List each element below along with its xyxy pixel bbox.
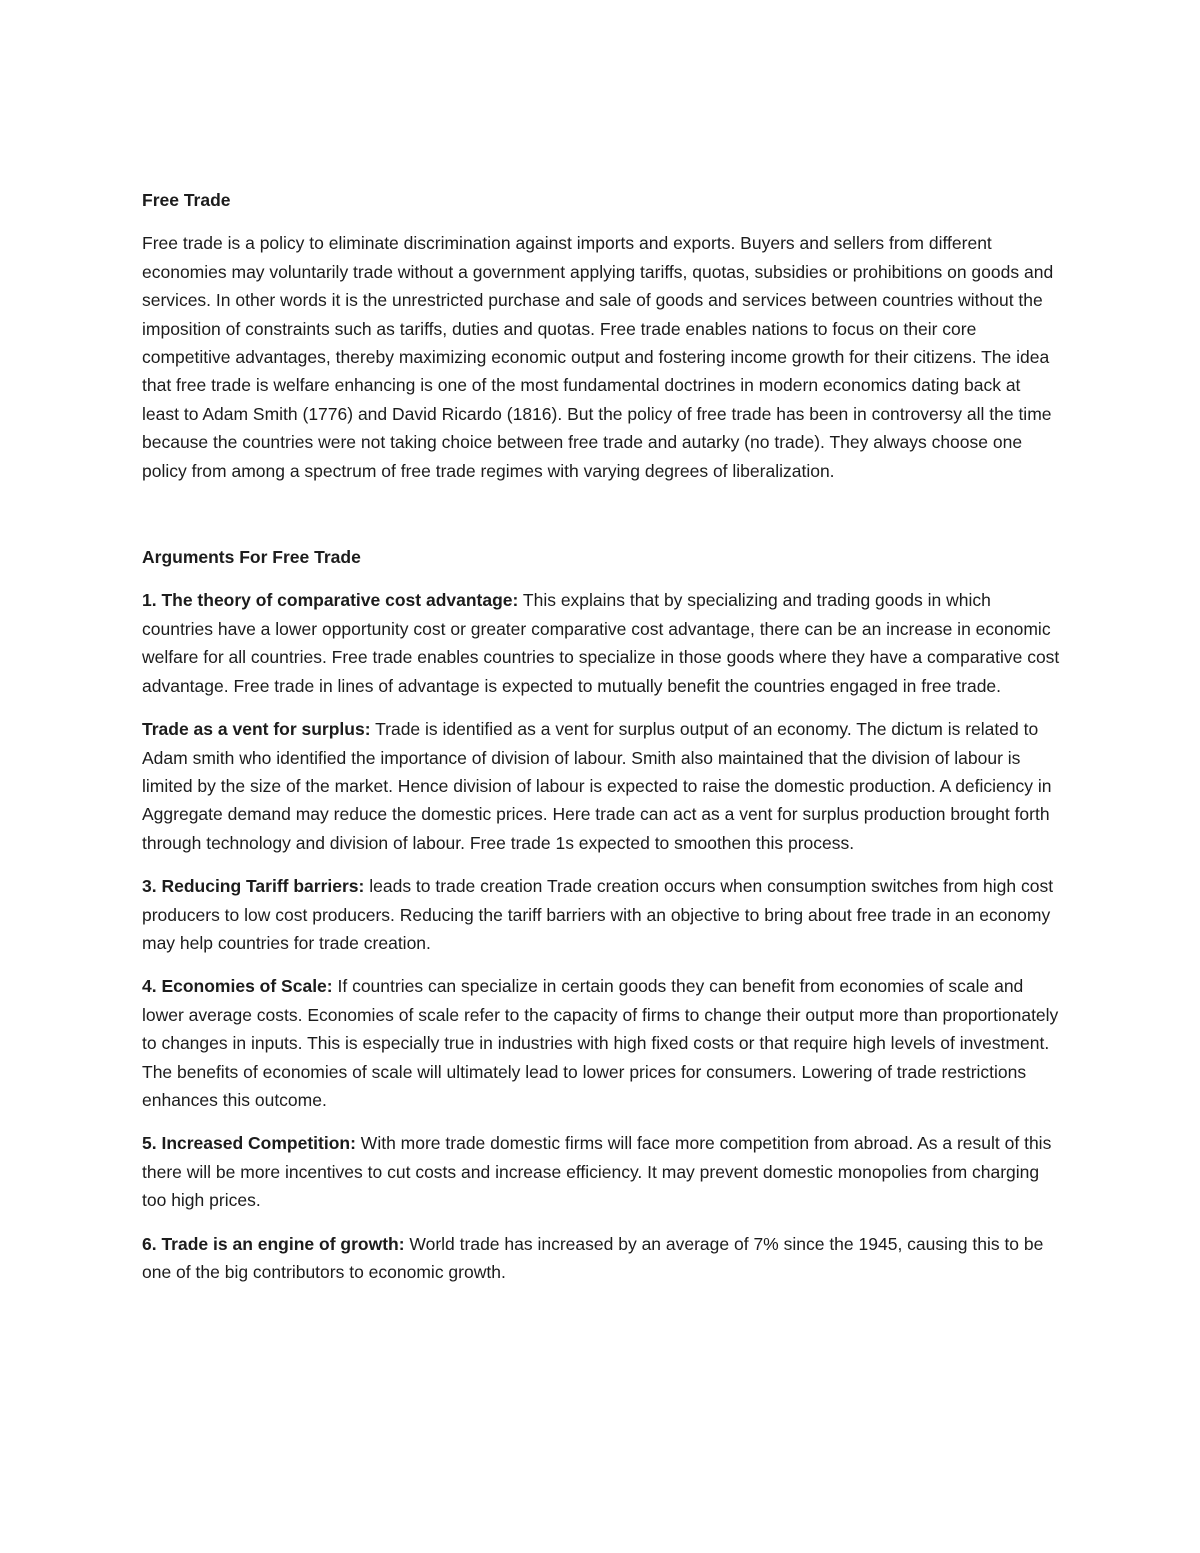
section-title-free-trade: Free Trade (142, 190, 231, 210)
argument-item-comparative-cost (142, 586, 1062, 700)
section-title-arguments: Arguments For Free Trade (142, 547, 361, 568)
argument-text: Trade is identified as a vent for surplus output of an economy. The dictum is related to Adam smith who identified the importance of division of labour. Smith also maintained that the division of labour is limited by the size of the market. Hence division of labour is expected to raise the domestic production. A deficiency in Aggregate demand may reduce the domestic prices. Here trade can act as a vent for surplus production brought forth through technology and division of labour. Free trade 1s expected to smoothen this process. (142, 719, 1052, 853)
argument-item-economies-of-scale (142, 972, 1062, 1114)
argument-lead: 6. Trade is an engine of growth: (142, 1233, 405, 1254)
argument-lead: 5. Increased Competition: (142, 1133, 356, 1154)
argument-lead: Trade as a vent for surplus: (142, 719, 371, 740)
argument-text: leads to trade creation Trade creation occurs when consumption switches from high cost producers to low cost producers. Reducing the tariff barriers with an objective to bring about free trade in an economy may help countries for trade creation. (142, 876, 1054, 953)
argument-item-vent-for-surplus (142, 715, 1062, 857)
argument-item-competition (142, 1129, 1062, 1214)
argument-text: This explains that by specializing and trading goods in which countries have a lower opportunity cost or greater comparative cost advantage, there can be an increase in economic welfare for all countries. Free trade enables countries to specialize in those goods where they have a comparative cost advantage. Free trade in lines of advantage is expected to mutually benefit the countries engaged in free trade. (142, 590, 1060, 696)
argument-text: With more trade domestic firms will face more competition from abroad. As a result of this there will be more incentives to cut costs and increase efficiency. It may prevent domestic monopolies from charging too high prices. (142, 1133, 1052, 1211)
free-trade-definition-paragraph: Free trade is a policy to eliminate discrimination against imports and exports. Buyers and sellers from different economies may voluntarily trade without a government applying tariffs, quotas, subsidies or prohibitions on goods and services. In other words it is the unrestricted purchase and sale of goods and services between countries without the imposition of constraints such as tariffs, duties and quotas. Free trade enables nations to focus on their core competitive advantages, thereby maximizing economic output and fostering income growth for their citizens. The idea that free trade is welfare enhancing is one of the most fundamental doctrines in modern economics dating back at least to Adam Smith (1776) and David Ricardo (1816). But the policy of free trade has been in controversy all the time because the countries were not taking choice between free trade and autarky (no trade). They always choose one policy from among a spectrum of free trade regimes with varying degrees of liberalization. (142, 233, 1054, 481)
document-page (142, 186, 1062, 1286)
argument-lead: 1. The theory of comparative cost advantage: (142, 590, 519, 611)
argument-text: If countries can specialize in certain goods they can benefit from economies of scale and lower average costs. Economies of scale refer to the capacity of firms to change their output more than proportionately to changes in inputs. This is especially true in industries with high fixed costs or that require high levels of investment. The benefits of economies of scale will ultimately lead to lower prices for consumers. Lowering of trade restrictions enhances this outcome. (142, 976, 1059, 1110)
argument-lead: 3. Reducing Tariff barriers: (142, 876, 365, 897)
argument-item-engine-of-growth (142, 1230, 1062, 1287)
argument-lead: 4. Economies of Scale: (142, 976, 333, 997)
argument-text: World trade has increased by an average of 7% since the 1945, causing this to be one of the big contributors to economic growth. (142, 1233, 1044, 1282)
argument-item-tariff-barriers (142, 872, 1062, 957)
